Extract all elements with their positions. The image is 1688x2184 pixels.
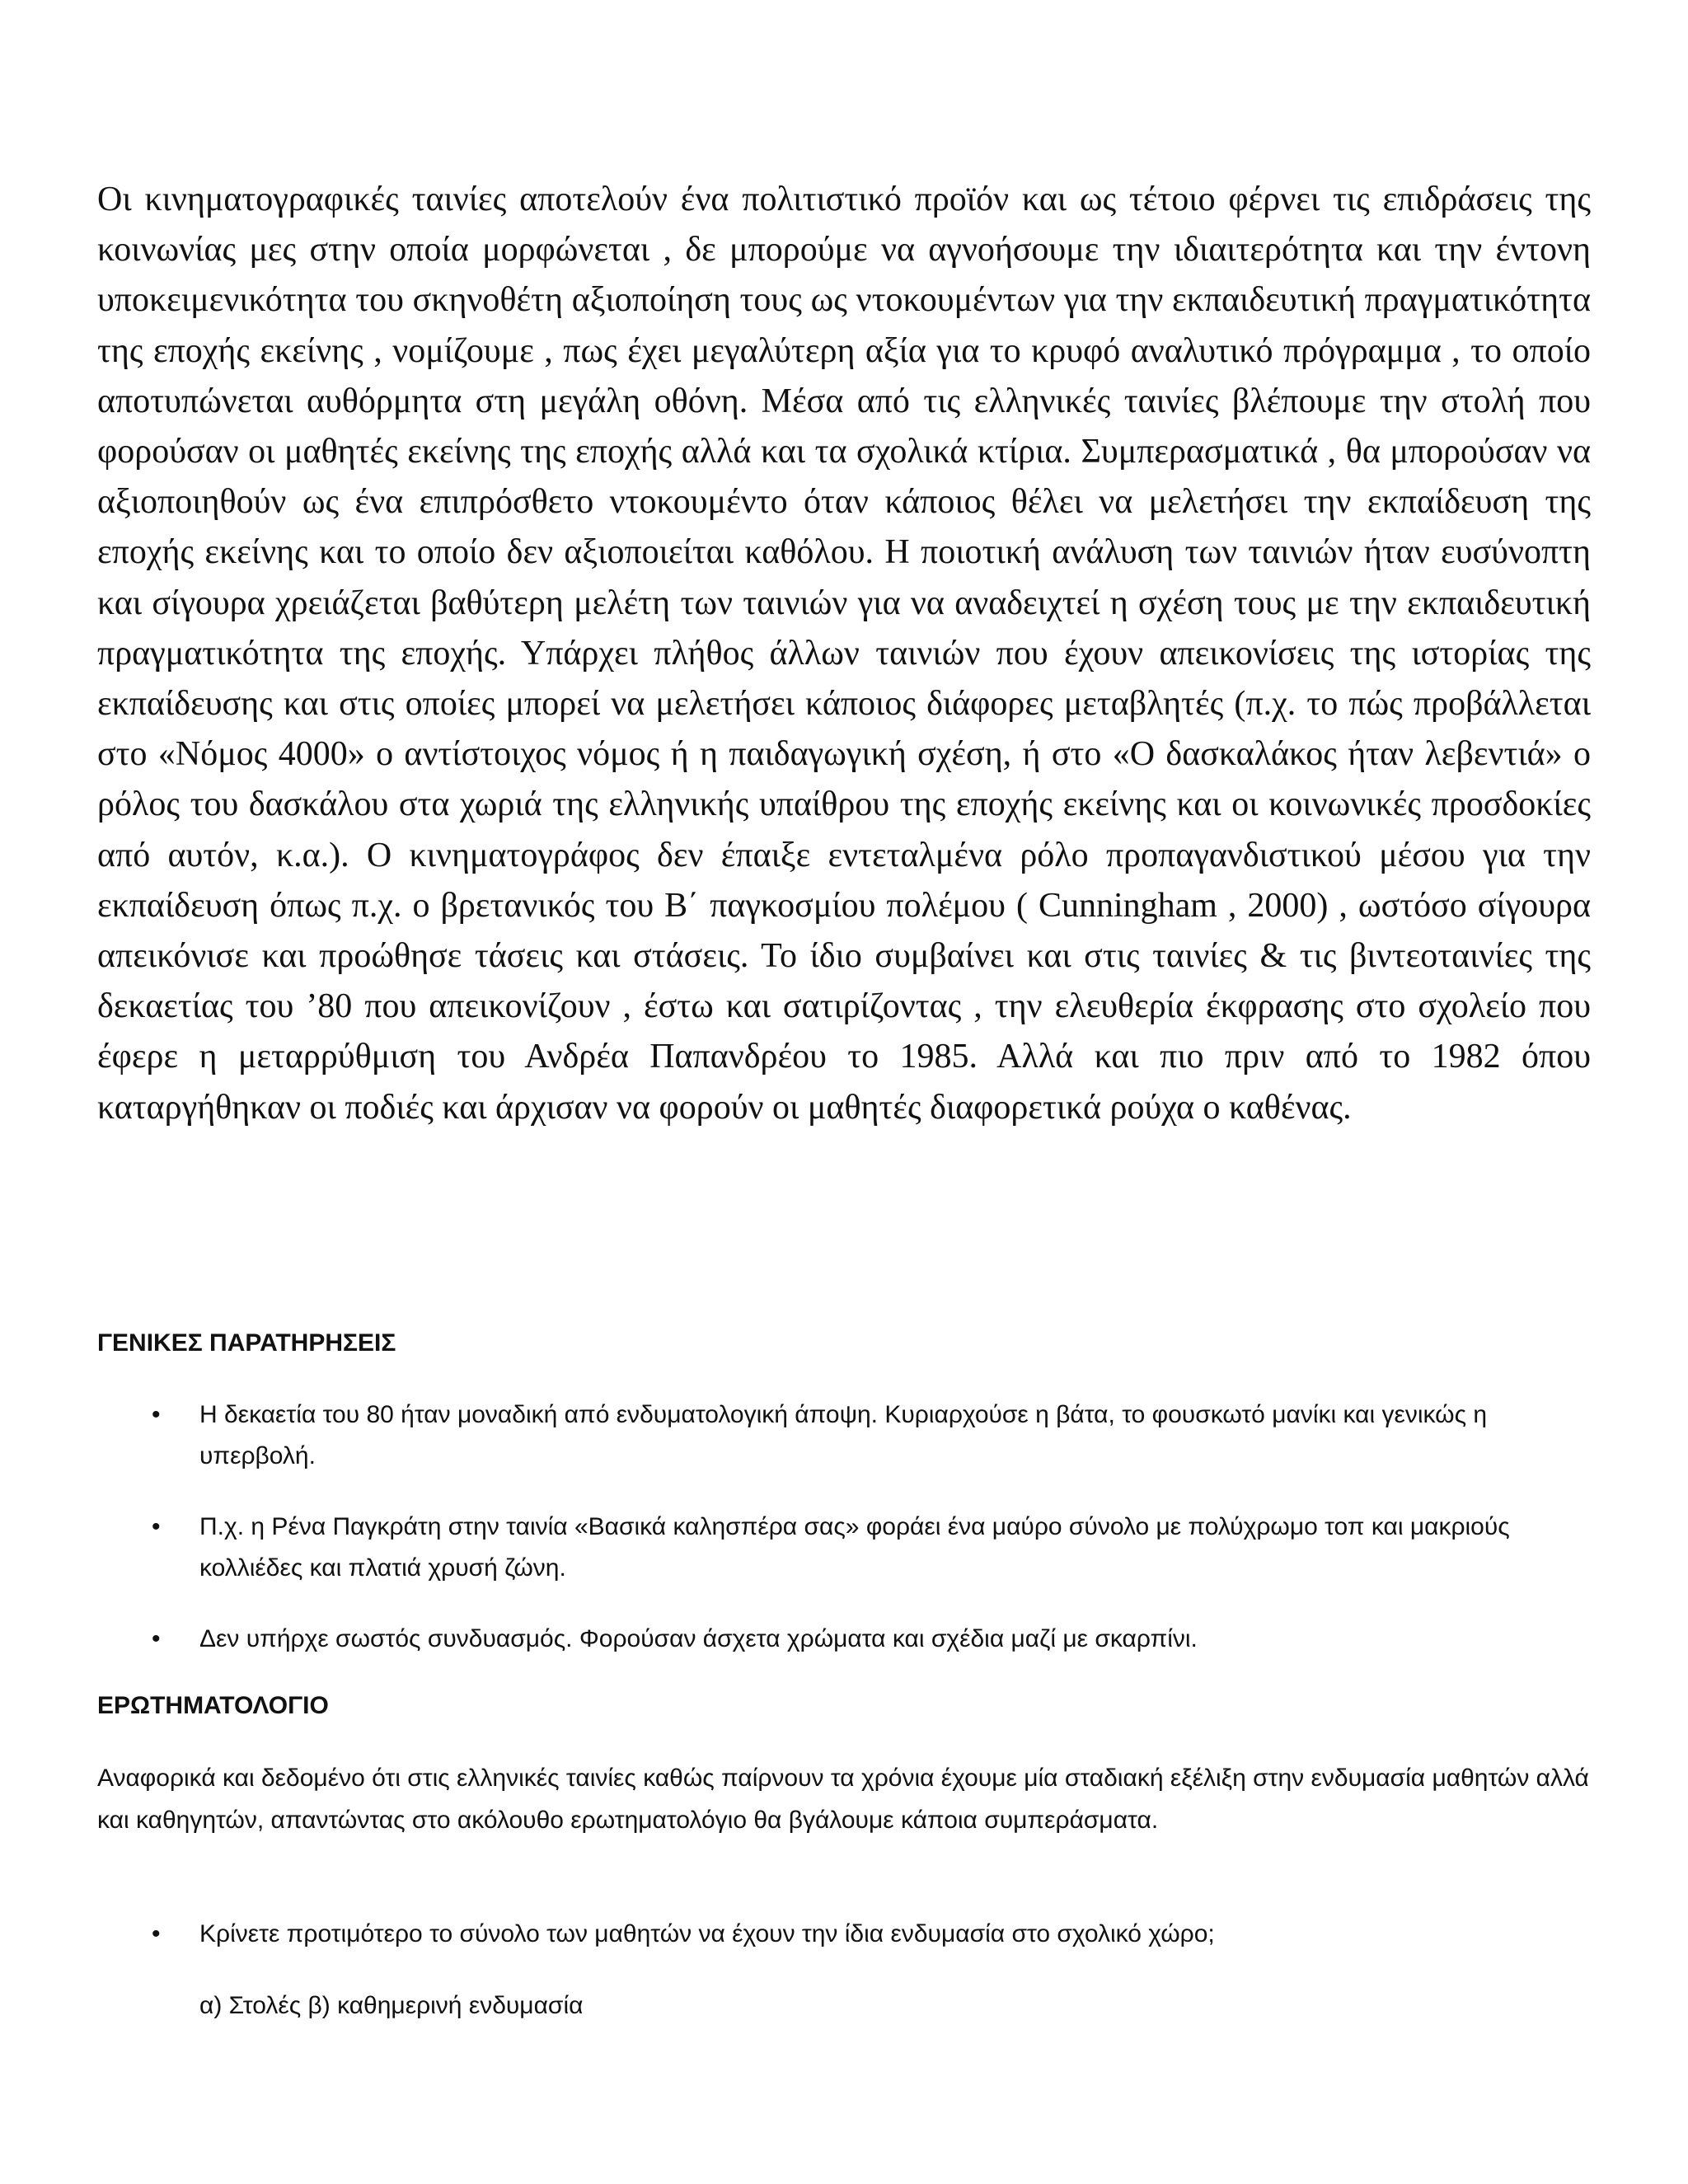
list-item-text: Η δεκαετία του 80 ήταν μοναδική από ενδυματολογική άποψη. Κυριαρχούσε η βάτα, το φουσκωτό μανίκι και γενικώς η υπερβολή.	[199, 1401, 1488, 1469]
answer-options: α) Στολές β) καθημερινή ενδυμασία	[199, 1992, 584, 2019]
questionnaire-heading: ΕΡΩΤΗΜΑΤΟΛΟΓΙΟ	[97, 1692, 329, 1719]
main-paragraph: Οι κινηματογραφικές ταινίες αποτελούν ένα πολιτιστικό προϊόν και ως τέτοιο φέρνει τις επιδράσεις της κοινωνίας μες στην οποία μορφώνεται , δε μπορούμε να αγνοήσουμε την ιδιαιτερότητα και την έντονη υποκειμενικότητα του σκηνοθέτη αξιοποίηση τους ως ντοκουμέντων για την εκπαιδευτική πραγματικότητα της εποχής εκείνης , νομίζουμε , πως έχει μεγαλύτερη αξία για το κρυφό αναλυτικό πρόγραμμα , το οποίο αποτυπώνεται αυθόρμητα στη μεγάλη οθόνη. Μέσα από τις ελληνικές ταινίες βλέπουμε την στολή που φορούσαν οι μαθητές εκείνης της εποχής αλλά και τα σχολικά κτίρια. Συμπερασματικά , θα μπορούσαν να αξιοποιηθούν ως ένα επιπρόσθετο ντοκουμέντο όταν κάποιος θέλει να μελετήσει την εκπαίδευση της εποχής εκείνης και το οποίο δεν αξιοποιείται καθόλου. Η ποιοτική ανάλυση των ταινιών ήταν ευσύνοπτη και σίγουρα χρειάζεται βαθύτερη μελέτη των ταινιών για να αναδειχτεί η σχέση τους με την εκπαιδευτική πραγματικότητα της εποχής. Υπάρχει πλήθος άλλων ταινιών που έχουν απεικονίσεις της ιστορίας της εκπαίδευσης και στις οποίες μπορεί να μελετήσει κάποιος διάφορες μεταβλητές (π.χ. το πώς προβάλλεται στο «Νόμος 4000» ο αντίστοιχος νόμος ή η παιδαγωγική σχέση, ή στο «Ο δασκαλάκος ήταν λεβεντιά» ο ρόλος του δασκάλου στα χωριά της ελληνικής υπαίθρου της εποχής εκείνης και οι κοινωνικές προσδοκίες από αυτόν, κ.α.). Ο κινηματογράφος δεν έπαιξε εντεταλμένα ρόλο προπαγανδιστικού μέσου για την εκπαίδευση όπως π.χ. ο βρετανικός του Β΄ παγκοσμίου πολέμου ( Cunningham , 2000) , ωστόσο σίγουρα απεικόνισε και προώθησε τάσεις και στάσεις. Το ίδιο συμβαίνει και στις ταινίες & τις βιντεοταινίες της δεκαετίας του ’80 που απεικονίζουν , έστω και σατιρίζοντας , την ελευθερία έκφρασης στο σχολείο που έφερε η μεταρρύθμιση του Ανδρέα Παπανδρέου το 1985. Αλλά και πιο πριν από το 1982 όπου καταργήθηκαν οι ποδιές και άρχισαν να φορούν οι μαθητές διαφορετικά ρούχα ο καθένας.	[97, 180, 1591, 1127]
list-item-text: Π.χ. η Ρένα Παγκράτη στην ταινία «Βασικά καλησπέρα σας» φοράει ένα μαύρο σύνολο με πολύχρωμο τοπ και μακριούς κολλιέδες και πλατιά χρυσή ζώνη.	[199, 1513, 1510, 1582]
questionnaire-list	[97, 1914, 1591, 1955]
bullet-icon: •	[152, 1625, 161, 1652]
bullet-icon: •	[152, 1920, 161, 1947]
list-item	[97, 1394, 1591, 1477]
general-remarks-list	[97, 1394, 1591, 1690]
general-remarks-heading: ΓΕΝΙΚΕΣ ΠΑΡΑΤΗΡΗΣΕΙΣ	[97, 1329, 396, 1357]
bullet-icon: •	[152, 1401, 161, 1428]
question-item	[97, 1914, 1591, 1955]
bullet-icon: •	[152, 1513, 161, 1540]
questionnaire-intro: Αναφορικά και δεδομένο ότι στις ελληνικές ταινίες καθώς παίρνουν τα χρόνια έχουμε μία σταδιακή εξέλιξη στην ενδυμασία μαθητών αλλά και καθηγητών, απαντώντας στο ακόλουθο ερωτηματολόγιο θα βγάλουμε κάποια συμπεράσματα.	[97, 1765, 1589, 1834]
list-item	[97, 1507, 1591, 1589]
list-item	[97, 1619, 1591, 1660]
question-text: Κρίνετε προτιμότερο το σύνολο των μαθητών να έχουν την ίδια ενδυμασία στο σχολικό χώρο;	[199, 1920, 1215, 1947]
list-item-text: Δεν υπήρχε σωστός συνδυασμός. Φορούσαν άσχετα χρώματα και σχέδια μαζί με σκαρπίνι.	[199, 1625, 1198, 1652]
